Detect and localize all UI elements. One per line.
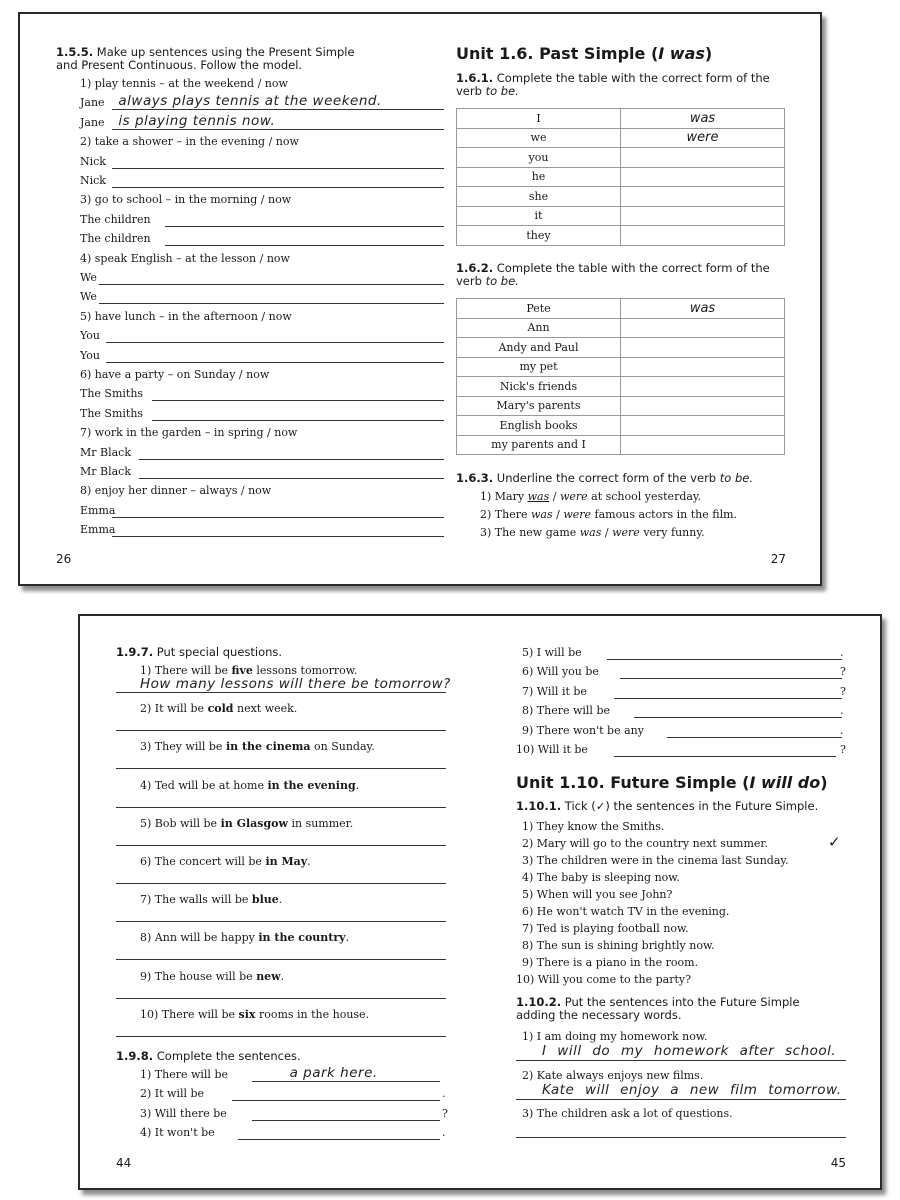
table-cell-verb[interactable] bbox=[621, 318, 785, 338]
prompt-focus: cold bbox=[207, 702, 234, 716]
question-prompt bbox=[140, 931, 349, 944]
table-cell-verb[interactable] bbox=[621, 396, 785, 416]
prompt-text: lessons tomorrow. bbox=[256, 664, 358, 677]
prompt-text: 6) The concert will be bbox=[140, 855, 262, 868]
exercise-1-6-2-instructions: 1.6.2. Complete the table with the correct form of the verb to be. bbox=[456, 261, 770, 288]
answer-line[interactable] bbox=[112, 129, 444, 130]
table-cell-verb[interactable] bbox=[621, 187, 785, 207]
answer-line[interactable] bbox=[607, 659, 842, 660]
sentence-subject: Emma bbox=[80, 503, 116, 517]
answer-line[interactable] bbox=[614, 698, 842, 699]
prompt-focus: blue bbox=[251, 893, 279, 907]
table-cell-verb[interactable] bbox=[621, 377, 785, 397]
page-number: 44 bbox=[116, 1156, 132, 1170]
answer-line[interactable] bbox=[112, 517, 444, 518]
sentence-subject: The children bbox=[80, 232, 151, 246]
table-row bbox=[457, 357, 785, 377]
answer-line[interactable] bbox=[516, 1137, 846, 1138]
answer-line[interactable] bbox=[165, 226, 444, 227]
underline-item bbox=[480, 526, 705, 539]
tick-item[interactable]: 6) He won't watch TV in the evening. bbox=[522, 905, 730, 918]
table-row bbox=[457, 148, 785, 168]
prompt-text: . bbox=[278, 893, 283, 907]
verb-option-was[interactable]: was bbox=[531, 508, 553, 521]
table-cell-verb[interactable] bbox=[621, 148, 785, 168]
table-cell-subject: my parents and I bbox=[457, 435, 621, 455]
verb-option-were[interactable]: were bbox=[563, 508, 592, 521]
sentence-end: ? bbox=[840, 743, 846, 756]
tick-item[interactable]: 8) The sun is shining brightly now. bbox=[522, 939, 715, 952]
completion-text: 10) Will it be bbox=[516, 743, 588, 756]
answer-line[interactable] bbox=[116, 921, 446, 922]
table-row bbox=[457, 435, 785, 455]
table-1-6-2 bbox=[456, 298, 785, 455]
prompt-focus: in May bbox=[265, 855, 308, 868]
tick-item[interactable]: 7) Ted is playing football now. bbox=[522, 922, 689, 935]
answer-line[interactable] bbox=[116, 692, 446, 693]
table-cell-verb[interactable]: was bbox=[621, 109, 785, 129]
table-cell-subject: she bbox=[457, 187, 621, 207]
table-1-6-1 bbox=[456, 108, 785, 246]
answer-line[interactable] bbox=[667, 737, 842, 738]
sentence-subject: The Smiths bbox=[80, 387, 144, 401]
sentence-subject: The children bbox=[80, 212, 151, 226]
unit-title: Unit 1.10. Future Simple (I will do) bbox=[516, 773, 828, 792]
answer-line[interactable] bbox=[252, 1081, 440, 1082]
item-prompt: 6) have a party – on Sunday / now bbox=[80, 368, 270, 381]
exercise-1-5-5-instructions: 1.5.5. Make up sentences using the Present Simple and Present Continuous. Follow the model. bbox=[56, 45, 355, 72]
page-44 bbox=[80, 616, 480, 1188]
item-prompt: 3) go to school – in the morning / now bbox=[80, 193, 292, 207]
prompt-text: 9) The house will be bbox=[140, 969, 253, 983]
prompt-text: on Sunday. bbox=[314, 740, 375, 754]
table-cell-verb[interactable] bbox=[621, 338, 785, 358]
table-cell-subject: he bbox=[457, 167, 621, 187]
page-26 bbox=[20, 14, 420, 584]
sentence-subject: We bbox=[80, 290, 97, 304]
table-cell-verb[interactable]: was bbox=[621, 299, 785, 319]
option-separator: / bbox=[604, 526, 609, 539]
handwritten-answer: always plays tennis at the weekend. bbox=[118, 93, 382, 110]
answer-line[interactable] bbox=[252, 1120, 440, 1121]
sentence-subject: You bbox=[80, 329, 101, 343]
item-prompt: 4) speak English – at the lesson / now bbox=[80, 251, 290, 265]
underline-item bbox=[480, 490, 701, 503]
workbook-spread-top bbox=[18, 12, 822, 586]
sentence-subject: Nick bbox=[80, 154, 106, 168]
tick-item[interactable]: 10) Will you come to the party? bbox=[516, 973, 692, 986]
answer-line[interactable] bbox=[116, 959, 446, 960]
table-row bbox=[457, 187, 785, 207]
prompt-text: 2) It will be bbox=[140, 702, 205, 716]
question-prompt bbox=[140, 817, 353, 830]
question-prompt bbox=[140, 779, 359, 792]
answer-line[interactable] bbox=[516, 1060, 846, 1061]
table-row bbox=[457, 167, 785, 187]
table-row bbox=[457, 318, 785, 338]
tick-item[interactable]: 9) There is a piano in the room. bbox=[522, 956, 699, 969]
item-text: 1) Mary bbox=[480, 490, 525, 503]
answer-line[interactable] bbox=[238, 1139, 440, 1140]
completion-text: 1) There will be bbox=[140, 1068, 228, 1081]
answer-line[interactable] bbox=[116, 883, 446, 884]
answer-line[interactable] bbox=[614, 756, 836, 757]
question-prompt bbox=[140, 893, 282, 906]
table-cell-verb[interactable] bbox=[621, 357, 785, 377]
prompt-focus: in the country bbox=[258, 931, 346, 945]
item-prompt: 3) The children ask a lot of questions. bbox=[522, 1107, 733, 1120]
exercise-1-10-1-instructions: 1.10.1. Tick (✓) the sentences in the Future Simple. bbox=[516, 799, 819, 813]
answer-line[interactable] bbox=[165, 245, 444, 246]
underline-item bbox=[480, 508, 737, 521]
prompt-focus: new bbox=[256, 969, 281, 983]
answer-line[interactable] bbox=[620, 678, 842, 679]
sentence-end: ? bbox=[442, 1106, 448, 1120]
answer-line[interactable] bbox=[116, 730, 446, 731]
item-text: famous actors in the film. bbox=[594, 508, 738, 521]
completion-text: 8) There will be bbox=[522, 704, 610, 718]
answer-line[interactable] bbox=[139, 478, 444, 479]
exercise-1-6-3-instructions: 1.6.3. Underline the correct form of the verb to be. bbox=[456, 471, 753, 485]
answer-line[interactable] bbox=[232, 1100, 440, 1101]
item-prompt: 2) Kate always enjoys new films. bbox=[522, 1068, 704, 1082]
prompt-focus: five bbox=[231, 664, 253, 677]
answer-line[interactable] bbox=[152, 420, 444, 421]
question-prompt bbox=[140, 1008, 369, 1021]
item-prompt: 1) I am doing my homework now. bbox=[522, 1030, 708, 1043]
sentence-end: . bbox=[840, 704, 844, 718]
item-text: 3) The new game bbox=[480, 526, 577, 539]
option-separator: / bbox=[552, 490, 557, 503]
sentence-subject: We bbox=[80, 271, 97, 284]
answer-line[interactable] bbox=[152, 400, 444, 401]
sentence-subject: Nick bbox=[80, 174, 106, 187]
table-cell-subject: Andy and Paul bbox=[457, 338, 621, 358]
table-row bbox=[457, 109, 785, 129]
prompt-text: rooms in the house. bbox=[258, 1007, 370, 1021]
table-cell-subject: I bbox=[457, 109, 621, 129]
answer-line[interactable] bbox=[112, 536, 444, 537]
verb-option-was[interactable]: was bbox=[579, 526, 602, 539]
item-prompt: 7) work in the garden – in spring / now bbox=[80, 426, 298, 440]
prompt-text: . bbox=[280, 969, 285, 983]
tick-item[interactable]: 1) They know the Smiths. bbox=[522, 820, 665, 833]
prompt-focus: in the cinema bbox=[225, 740, 311, 754]
exercise-1-9-8-instructions: 1.9.8. Complete the sentences. bbox=[116, 1049, 301, 1063]
item-text: 2) There bbox=[480, 508, 528, 521]
sentence-end: . bbox=[442, 1126, 446, 1140]
prompt-focus: in Glasgow bbox=[220, 816, 288, 830]
workbook-spread-bottom bbox=[78, 614, 882, 1190]
verb-option-were[interactable]: were bbox=[612, 526, 640, 539]
table-cell-subject: we bbox=[457, 128, 621, 148]
handwritten-answer: I will do my homework after school. bbox=[542, 1043, 837, 1059]
table-cell-verb[interactable] bbox=[621, 226, 785, 246]
answer-line[interactable] bbox=[99, 303, 444, 304]
answer-line[interactable] bbox=[116, 845, 446, 846]
prompt-text: . bbox=[345, 931, 350, 945]
table-cell-subject: my pet bbox=[457, 357, 621, 377]
answer-line[interactable] bbox=[516, 1099, 846, 1100]
page-number: 45 bbox=[830, 1156, 846, 1170]
tick-item[interactable]: 5) When will you see John? bbox=[522, 888, 673, 901]
table-cell-verb[interactable]: were bbox=[621, 128, 785, 148]
table-cell-verb[interactable] bbox=[621, 167, 785, 187]
table-row bbox=[457, 377, 785, 397]
handwritten-answer: Kate will enjoy a new film tomorrow. bbox=[542, 1081, 842, 1098]
answer-line[interactable] bbox=[116, 768, 446, 769]
table-cell-subject: they bbox=[457, 226, 621, 246]
prompt-text: next week. bbox=[236, 702, 298, 716]
item-text: at school yesterday. bbox=[591, 490, 702, 503]
sentence-end: . bbox=[840, 723, 844, 737]
table-row bbox=[457, 226, 785, 246]
prompt-text: 8) Ann will be happy bbox=[140, 931, 255, 945]
item-prompt: 1) play tennis – at the weekend / now bbox=[80, 77, 288, 90]
table-cell-subject: you bbox=[457, 148, 621, 168]
answer-line[interactable] bbox=[99, 284, 444, 285]
completion-text: 6) Will you be bbox=[522, 665, 599, 679]
prompt-text: in summer. bbox=[291, 816, 354, 830]
sentence-subject: The Smiths bbox=[80, 406, 144, 420]
page-45 bbox=[480, 616, 880, 1188]
table-cell-subject: English books bbox=[457, 416, 621, 436]
prompt-text: 10) There will be bbox=[140, 1007, 235, 1021]
table-cell-subject: Nick's friends bbox=[457, 377, 621, 397]
table-cell-subject: it bbox=[457, 206, 621, 226]
prompt-text: 5) Bob will be bbox=[140, 816, 218, 830]
exercise-1-10-2-instructions: 1.10.2. Put the sentences into the Future Simple adding the necessary words. bbox=[516, 995, 800, 1022]
table-row bbox=[457, 396, 785, 416]
answer-line[interactable] bbox=[116, 1036, 446, 1037]
answer-line[interactable] bbox=[106, 342, 444, 343]
prompt-text: . bbox=[355, 778, 360, 792]
question-prompt bbox=[140, 970, 284, 983]
prompt-text: 1) There will be bbox=[140, 664, 228, 677]
answer-line[interactable] bbox=[116, 998, 446, 999]
answer-line[interactable] bbox=[112, 168, 444, 169]
completion-text: 4) It won't be bbox=[140, 1126, 215, 1140]
answer-line[interactable] bbox=[112, 109, 444, 110]
question-prompt bbox=[140, 855, 311, 868]
table-row bbox=[457, 416, 785, 436]
page-27 bbox=[420, 14, 820, 584]
sentence-end: . bbox=[840, 646, 844, 659]
item-prompt: 5) have lunch – in the afternoon / now bbox=[80, 309, 292, 323]
completion-text: 9) There won't be any bbox=[522, 723, 644, 737]
table-row bbox=[457, 338, 785, 358]
handwritten-answer: a park here. bbox=[289, 1065, 378, 1081]
table-cell-verb[interactable] bbox=[621, 206, 785, 226]
prompt-text: 4) Ted will be at home bbox=[140, 778, 264, 792]
sentence-subject: Emma bbox=[80, 523, 116, 537]
check-mark-icon: ✓ bbox=[828, 833, 841, 851]
table-row bbox=[457, 206, 785, 226]
table-cell-subject: Mary's parents bbox=[457, 396, 621, 416]
tick-item[interactable]: 4) The baby is sleeping now. bbox=[522, 871, 680, 884]
sentence-subject: You bbox=[80, 348, 101, 362]
item-prompt: 8) enjoy her dinner – always / now bbox=[80, 484, 272, 498]
table-cell-verb[interactable] bbox=[621, 435, 785, 455]
prompt-text: . bbox=[307, 855, 311, 868]
table-cell-verb[interactable] bbox=[621, 416, 785, 436]
sentence-end: ? bbox=[840, 684, 846, 698]
handwritten-answer: How many lessons will there be tomorrow? bbox=[140, 676, 451, 692]
handwritten-answer: is playing tennis now. bbox=[118, 112, 276, 129]
table-row bbox=[457, 299, 785, 319]
prompt-text: 3) They will be bbox=[140, 740, 223, 754]
table-cell-subject: Ann bbox=[457, 318, 621, 338]
sentence-end: ? bbox=[840, 665, 846, 679]
verb-option-was[interactable]: was bbox=[527, 490, 550, 503]
question-prompt bbox=[140, 740, 375, 753]
answer-line[interactable] bbox=[634, 717, 842, 718]
prompt-focus: in the evening bbox=[267, 778, 356, 792]
tick-item[interactable]: 3) The children were in the cinema last Sunday. bbox=[522, 854, 789, 867]
answer-line[interactable] bbox=[116, 807, 446, 808]
completion-text: 5) I will be bbox=[522, 646, 582, 659]
answer-line[interactable] bbox=[106, 362, 444, 363]
page-number: 27 bbox=[770, 552, 786, 566]
completion-text: 3) Will there be bbox=[140, 1106, 227, 1120]
table-row bbox=[457, 128, 785, 148]
prompt-text: 7) The walls will be bbox=[140, 893, 249, 907]
page-number: 26 bbox=[56, 552, 72, 566]
unit-title: Unit 1.6. Past Simple (I was) bbox=[456, 44, 713, 63]
item-text: very funny. bbox=[643, 526, 705, 539]
sentence-subject: Mr Black bbox=[80, 445, 132, 459]
option-separator: / bbox=[556, 508, 560, 521]
table-cell-subject: Pete bbox=[457, 299, 621, 319]
prompt-focus: six bbox=[238, 1007, 256, 1021]
answer-line[interactable] bbox=[112, 187, 444, 188]
completion-text: 7) Will it be bbox=[522, 684, 587, 698]
tick-item[interactable]: 2) Mary will go to the country next summer. bbox=[522, 837, 768, 850]
answer-line[interactable] bbox=[139, 459, 444, 460]
sentence-subject: Jane bbox=[80, 96, 105, 110]
sentence-subject: Mr Black bbox=[80, 465, 132, 478]
exercise-1-9-7-instructions: 1.9.7. Put special questions. bbox=[116, 645, 283, 659]
sentence-subject: Jane bbox=[80, 115, 105, 129]
sentence-end: . bbox=[442, 1087, 446, 1101]
exercise-1-6-1-instructions: 1.6.1. Complete the table with the correct form of the verb to be. bbox=[456, 71, 770, 98]
verb-option-were[interactable]: were bbox=[559, 490, 588, 503]
completion-text: 2) It will be bbox=[140, 1087, 205, 1101]
item-prompt: 2) take a shower – in the evening / now bbox=[80, 135, 299, 149]
question-prompt bbox=[140, 702, 297, 715]
